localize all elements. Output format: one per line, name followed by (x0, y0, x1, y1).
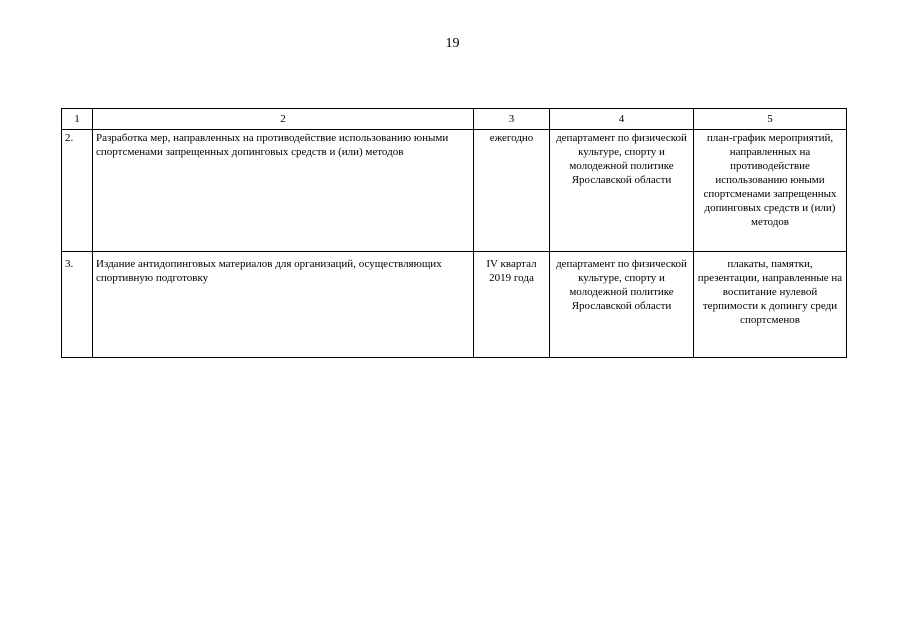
deadline-cell: ежегодно (474, 130, 550, 252)
row-number: 3. (62, 252, 93, 358)
column-header-2: 2 (93, 109, 474, 130)
column-header-1: 1 (62, 109, 93, 130)
column-header-4: 4 (550, 109, 694, 130)
page-number: 19 (445, 36, 460, 51)
responsible-cell: департамент по физической культуре, спорту и молодежной политике Ярославской области (550, 252, 694, 358)
row-number: 2. (62, 130, 93, 252)
column-header-5: 5 (694, 109, 847, 130)
result-cell: план-график мероприятий, направленных на противодействие использованию юными спортсменами запрещенных допинговых средств и (или) методов (694, 130, 847, 252)
table-row (62, 252, 847, 358)
responsible-cell: департамент по физической культуре, спорту и молодежной политике Ярославской области (550, 130, 694, 252)
deadline-cell: IV квартал 2019 года (474, 252, 550, 358)
action-cell: Разработка мер, направленных на противодействие использованию юными спортсменами запрещенных допинговых средств и (или) методов (93, 130, 474, 252)
table-row (62, 130, 847, 252)
column-header-3: 3 (474, 109, 550, 130)
table-header-row (62, 109, 847, 130)
action-cell: Издание антидопинговых материалов для организаций, осуществляющих спортивную подготовку (93, 252, 474, 358)
result-cell: плакаты, памятки, презентации, направленные на воспитание нулевой терпимости к допингу среди спортсменов (694, 252, 847, 358)
plan-table (61, 108, 847, 358)
